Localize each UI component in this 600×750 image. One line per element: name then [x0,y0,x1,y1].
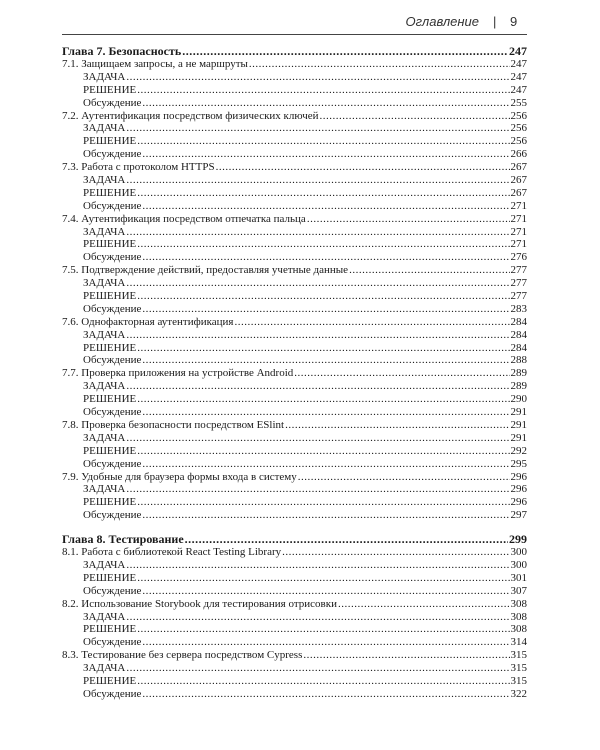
subsection-entry[interactable] [62,445,527,458]
chapter-entry[interactable] [62,532,527,546]
subsection-entry[interactable] [62,688,527,701]
section-entry-title: 7.6. Однофакторная аутентификация [62,315,234,328]
subsection-entry-page: 247 [510,70,527,83]
running-header [0,14,600,34]
subsection-entry-title: Обсуждение [83,636,142,649]
subsection-entry[interactable] [62,675,527,688]
chapter-entry-page: 299 [509,532,527,547]
dot-leader [126,122,509,135]
section-entry-page: 300 [510,546,527,559]
subsection-entry[interactable] [62,187,527,200]
dot-leader [142,636,509,649]
subsection-entry-title: ЗАДАЧА [83,380,126,393]
dot-leader [137,675,509,688]
section-entry-page: 291 [510,418,527,431]
dot-leader [249,58,510,71]
subsection-entry[interactable] [62,97,527,110]
subsection-entry-page: 271 [510,238,527,251]
subsection-entry[interactable] [62,496,527,509]
dot-leader [142,406,509,419]
section-entry-page: 289 [510,367,527,380]
section-entry-page: 271 [510,212,527,225]
subsection-entry[interactable] [62,135,527,148]
subsection-entry[interactable] [62,559,527,572]
header-separator: | [493,14,497,29]
section-entry[interactable] [62,213,527,226]
subsection-entry[interactable] [62,174,527,187]
subsection-entry-page: 247 [510,83,527,96]
dot-leader [294,367,509,380]
subsection-entry[interactable] [62,432,527,445]
dot-leader [142,354,509,367]
subsection-entry-title: ЗАДАЧА [83,483,126,496]
section-entry-title: 7.5. Подтверждение действий, предоставляя учетные данные [62,264,349,277]
subsection-entry-title: ЗАДАЧА [83,662,126,675]
subsection-entry[interactable] [62,84,527,97]
chapter-block [62,532,527,701]
subsection-entry-title: ЗАДАЧА [83,122,126,135]
dot-leader [126,329,509,342]
section-entry-title: 7.2. Аутентификация посредством физических ключей [62,109,319,122]
dot-leader [126,483,509,496]
dot-leader [282,546,509,559]
subsection-entry-title: Обсуждение [83,354,142,367]
section-entry-page: 308 [510,597,527,610]
subsection-entry[interactable] [62,354,527,367]
subsection-entry[interactable] [62,572,527,585]
section-entry-page: 256 [510,109,527,122]
section-entry[interactable] [62,110,527,123]
subsection-entry-page: 314 [510,636,527,649]
subsection-entry[interactable] [62,122,527,135]
subsection-entry[interactable] [62,585,527,598]
subsection-entry-title: Обсуждение [83,509,142,522]
section-entry-title: 8.2. Использование Storybook для тестирования отрисовки [62,597,337,610]
subsection-entry-page: 289 [510,380,527,393]
section-entry-page: 267 [510,161,527,174]
subsection-entry-page: 277 [510,277,527,290]
section-entry-page: 284 [510,315,527,328]
dot-leader [307,213,510,226]
subsection-entry-title: Обсуждение [83,687,142,700]
dot-leader [142,585,509,598]
subsection-entry[interactable] [62,623,527,636]
dot-leader [142,688,509,701]
subsection-entry-title: Обсуждение [83,251,142,264]
subsection-entry-title: ЗАДАЧА [83,558,126,571]
subsection-entry[interactable] [62,393,527,406]
chapter-block [62,44,527,522]
subsection-entry-title: Обсуждение [83,302,142,315]
subsection-entry-page: 308 [510,623,527,636]
dot-leader [142,97,509,110]
dot-leader [137,393,509,406]
dot-leader [137,290,509,303]
dot-leader [142,303,509,316]
subsection-entry[interactable] [62,406,527,419]
subsection-entry-title: РЕШЕНИЕ [83,674,137,687]
subsection-entry-title: РЕШЕНИЕ [83,393,137,406]
section-entry[interactable] [62,316,527,329]
dot-leader [142,458,509,471]
subsection-entry[interactable] [62,200,527,213]
dot-leader [216,161,510,174]
dot-leader [142,148,509,161]
subsection-entry-page: 307 [510,584,527,597]
dot-leader [126,174,509,187]
dot-leader [126,611,509,624]
dot-leader [137,238,509,251]
dot-leader [137,496,509,509]
header-rule [62,34,527,35]
subsection-entry-page: 276 [510,251,527,264]
subsection-entry-page: 291 [510,406,527,419]
subsection-entry-title: ЗАДАЧА [83,70,126,83]
subsection-entry[interactable] [62,458,527,471]
section-entry-title: 7.7. Проверка приложения на устройстве Android [62,367,294,380]
table-of-contents [62,44,527,701]
subsection-entry-page: 283 [510,302,527,315]
subsection-entry[interactable] [62,611,527,624]
section-entry-page: 296 [510,470,527,483]
subsection-entry-title: Обсуждение [83,584,142,597]
subsection-entry-page: 267 [510,186,527,199]
subsection-entry-page: 290 [510,393,527,406]
subsection-entry-title: ЗАДАЧА [83,610,126,623]
subsection-entry-page: 297 [510,509,527,522]
dot-leader [126,277,509,290]
subsection-entry-title: Обсуждение [83,148,142,161]
subsection-entry-title: ЗАДАЧА [83,174,126,187]
dot-leader [137,445,509,458]
page-number: 9 [510,14,518,29]
subsection-entry[interactable] [62,226,527,239]
subsection-entry[interactable] [62,509,527,522]
subsection-entry-page: 322 [510,687,527,700]
subsection-entry-title: РЕШЕНИЕ [83,341,137,354]
section-entry[interactable] [62,649,527,662]
dot-leader [126,71,509,84]
section-entry[interactable] [62,264,527,277]
subsection-entry-title: РЕШЕНИЕ [83,571,137,584]
subsection-entry[interactable] [62,380,527,393]
section-entry-page: 315 [510,649,527,662]
subsection-entry[interactable] [62,483,527,496]
dot-leader [126,432,509,445]
section-entry-page: 247 [510,58,527,70]
dot-leader [137,623,509,636]
section-entry[interactable] [62,161,527,174]
subsection-entry[interactable] [62,148,527,161]
dot-leader [298,471,510,484]
section-entry-title: 7.3. Работа с протоколом HTTPS [62,161,215,174]
subsection-entry-page: 300 [510,558,527,571]
dot-leader [142,251,509,264]
subsection-entry-page: 284 [510,341,527,354]
dot-leader [234,316,509,329]
subsection-entry-page: 284 [510,328,527,341]
dot-leader [137,572,509,585]
subsection-entry[interactable] [62,251,527,264]
subsection-entry-title: ЗАДАЧА [83,277,126,290]
subsection-entry-title: Обсуждение [83,457,142,470]
subsection-entry-page: 295 [510,457,527,470]
subsection-entry[interactable] [62,303,527,316]
subsection-entry-page: 271 [510,225,527,238]
subsection-entry-page: 296 [510,483,527,496]
section-entry[interactable] [62,419,527,432]
subsection-entry-title: Обсуждение [83,96,142,109]
section-entry[interactable] [62,546,527,559]
subsection-entry-page: 315 [510,662,527,675]
subsection-entry-title: РЕШЕНИЕ [83,83,137,96]
dot-leader [320,110,510,123]
dot-leader [142,200,509,213]
dot-leader [185,532,508,546]
section-entry-page: 277 [510,264,527,277]
dot-leader [126,662,509,675]
subsection-entry-page: 255 [510,96,527,109]
section-entry-title: 7.1. Защищаем запросы, а не маршруты [62,58,248,70]
chapter-entry-title: Глава 7. Безопасность [62,44,182,58]
subsection-entry-page: 308 [510,610,527,623]
subsection-entry[interactable] [62,71,527,84]
section-entry-title: 7.4. Аутентификация посредством отпечатка пальца [62,212,306,225]
subsection-entry-page: 296 [510,496,527,509]
subsection-entry-page: 256 [510,135,527,148]
subsection-entry-title: Обсуждение [83,199,142,212]
dot-leader [338,598,510,611]
subsection-entry-title: РЕШЕНИЕ [83,135,137,148]
dot-leader [126,380,509,393]
subsection-entry-page: 291 [510,431,527,444]
subsection-entry-page: 266 [510,148,527,161]
subsection-entry-page: 271 [510,199,527,212]
subsection-entry-title: РЕШЕНИЕ [83,496,137,509]
subsection-entry-page: 292 [510,444,527,457]
subsection-entry-page: 267 [510,174,527,187]
section-entry-title: 7.8. Проверка безопасности посредством ESlint [62,418,285,431]
subsection-entry-page: 315 [510,674,527,687]
subsection-entry-page: 256 [510,122,527,135]
subsection-entry-title: РЕШЕНИЕ [83,186,137,199]
section-entry-title: 8.1. Работа с библиотекой React Testing Library [62,546,282,559]
subsection-entry-title: РЕШЕНИЕ [83,238,137,251]
subsection-entry[interactable] [62,277,527,290]
dot-leader [349,264,509,277]
section-entry[interactable] [62,471,527,484]
section-entry-title: 7.9. Удобные для браузера формы входа в систему [62,470,297,483]
subsection-entry-title: ЗАДАЧА [83,225,126,238]
dot-leader [137,84,509,97]
dot-leader [137,342,509,355]
section-entry[interactable] [62,598,527,611]
subsection-entry-title: Обсуждение [83,406,142,419]
chapter-entry[interactable] [62,44,527,58]
subsection-entry-page: 277 [510,290,527,303]
subsection-entry-title: ЗАДАЧА [83,431,126,444]
dot-leader [303,649,509,662]
subsection-entry-title: ЗАДАЧА [83,328,126,341]
dot-leader [142,509,509,522]
subsection-entry-page: 301 [510,571,527,584]
subsection-entry-page: 288 [510,354,527,367]
subsection-entry[interactable] [62,342,527,355]
section-entry-title: 8.3. Тестирование без сервера посредством Cypress [62,649,303,662]
subsection-entry-title: РЕШЕНИЕ [83,290,137,303]
dot-leader [126,226,509,239]
dot-leader [182,44,508,58]
dot-leader [137,187,509,200]
dot-leader [126,559,509,572]
header-title: Оглавление [405,14,479,29]
subsection-entry[interactable] [62,329,527,342]
subsection-entry[interactable] [62,636,527,649]
subsection-entry[interactable] [62,290,527,303]
subsection-entry-title: РЕШЕНИЕ [83,623,137,636]
subsection-entry[interactable] [62,238,527,251]
section-entry[interactable] [62,58,527,71]
chapter-entry-title: Глава 8. Тестирование [62,532,184,547]
subsection-entry[interactable] [62,662,527,675]
chapter-entry-page: 247 [509,44,527,58]
dot-leader [285,419,509,432]
section-entry[interactable] [62,367,527,380]
subsection-entry-title: РЕШЕНИЕ [83,444,137,457]
dot-leader [137,135,509,148]
